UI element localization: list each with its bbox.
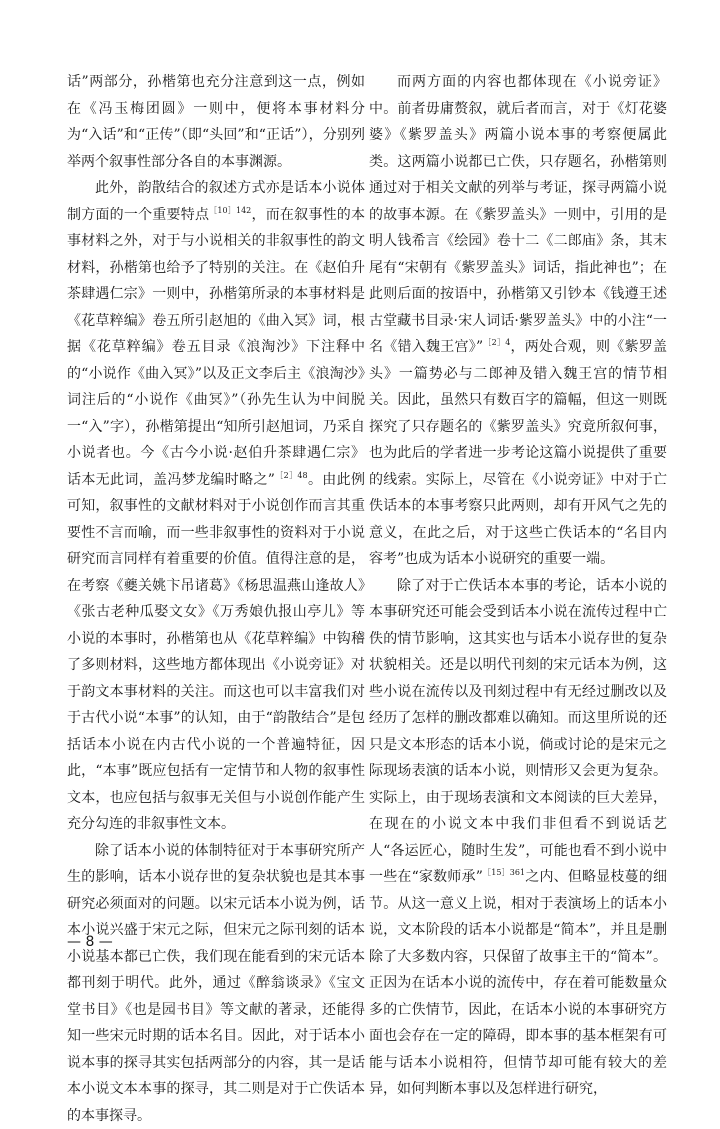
paragraph-text: 。由此例可知，叙事性的文献材料对于小说创作而言其重要性不言而喻，而一些非叙事性的资料对于小说研究而言同样有着重要的价值。值得注意的是，在考察《夔关姚卞吊诸葛》《杨思温燕山逢故人》《张古老种瓜娶文女》《万秀娘仇报山亭儿》等小说的本事时，孙楷第也从《花草粹编》中钩稽了多则材料，这些地方都体现出《小说旁证》对于韵文本事材料的关注。而这也可以丰富我们对于古代小说“本事”的认知，由于“韵散结合”是包括话本小说在内古代小说的一个普遍特征，因此，“本事”既应包括有一定情节和人物的叙事性文本，也应包括与叙事无关但与小说创作能产生充分勾连的非叙事性文本。 [67, 472, 365, 833]
paragraph-text: 话”两部分，孙楷第也充分注意到这一点，例如在《冯玉梅团圆》一则中，便将本事材料分为“入话”和“正传”（即“头回”和“正话”），分别列举两个叙事性部分各自的本事渊源。 [67, 74, 365, 170]
paragraph-text: ，而在叙事性的本事材料之外，对于与小说相关的非叙事性的韵文材料，孙楷第也给予了特别的关注。在《赵伯升茶肆遇仁宗》一则中，孙楷第所录的本事材料是《花草粹编》卷五所引赵旭的《曲入冥》词，根据《花草粹编》卷五目录《浪淘沙》下注释中的“小说作《曲入冥》”以及正文李后主《浪淘沙》词注后的“小说作《曲冥》”（孙先生认为中间脱一“入”字），孙楷第提出“知所引赵旭词，乃采自小说者也。今《古今小说·赵伯升茶肆遇仁宗》话本无此词，盖冯梦龙编时略之” [67, 207, 365, 488]
paragraph-text: 此外，韵散结合的叙述方式亦是话本小说体制方面的一个重要特点 [67, 180, 365, 223]
citation-marker: ［2］4 [483, 338, 510, 347]
paragraph-text: 之内、但略显枝蔓的细节。从这一意义上说，相对于表演场上的话本小说，文本阶段的话本小说都是“简本”，并且是删除了大多数内容，只保留了故事主干的“简本”。正因为在话本小说的流传中，存在着可能数量众多的亡佚情节，因此，在话本小说的本事研究方面也会存在一定的障碍，即本事的基本框架有可能与话本小说相符，但情节却可能有较大的差异，如何判断本事以及怎样进行研究， [369, 869, 667, 1097]
paragraph [369, 69, 667, 573]
paragraph [67, 838, 365, 1129]
paragraph [369, 573, 667, 1103]
paragraph-text: ，两处合观，则《紫罗盖头》一篇势必与二郎神及错入魏王宫的情节相关。因此，虽然只有数百字的篇幅，但这一则既探究了只存题名的《紫罗盖头》究竟所叙何事，也为此后的学者进一步考论这篇小说提供了重要的线索。实际上，尽管在《小说旁证》中对于亡佚话本的本事考察只此两则，却有开风气之先的意义，在此之后，对于这些亡佚话本的“名目内容考”也成为话本小说研究的重要一端。 [369, 339, 667, 567]
paragraph [67, 69, 365, 175]
citation-marker: ［2］48 [275, 471, 308, 480]
left-column [67, 69, 365, 1129]
page-number: — 8 — [67, 934, 113, 950]
paragraph [67, 175, 365, 838]
paragraph-text: 除了对于亡佚话本本事的考论，话本小说的本事研究还可能会受到话本小说在流传过程中亡佚的情节影响，这其实也与话本小说存世的复杂状貌相关。还是以明代刊刻的宋元话本为例，这些小说在流传以及刊刻过程中有无经过删改以及经历了怎样的删改都难以确知。而这里所说的还只是文本形态的话本小说，倘或讨论的是宋元之际现场表演的话本小说，则情形又会更为复杂。实际上，由于现场表演和文本阅读的巨大差异，在现在的小说文本中我们非但看不到说话艺人“各运匠心，随时生发”，可能也看不到小说中一些在“家数师承” [369, 578, 667, 886]
right-column [369, 69, 667, 1103]
citation-marker: ［15］361 [483, 868, 525, 877]
paragraph-text: 除了话本小说的体制特征对于本事研究所产生的影响，话本小说存世的复杂状貌也是其本事研究必须面对的问题。以宋元话本小说为例，话本小说兴盛于宋元之际，但宋元之际刊刻的话本小说基本都已亡佚，我们现在能看到的宋元话本都刊刻于明代。此外，通过《醉翁谈录》《宝文堂书目》《也是园书目》等文献的著录，还能得知一些宋元时期的话本名目。因此，对于话本小说本事的探寻其实包括两部分的内容，其一是话本小说文本本事的探寻，其二则是对于亡佚话本的本事探寻。 [67, 843, 365, 1124]
paragraph-text: 而两方面的内容也都体现在《小说旁证》中。前者毋庸赘叙，就后者而言，对于《灯花婆婆》《紫罗盖头》两篇小说本事的考察便属此类。这两篇小说都已亡佚，只存题名，孙楷第则通过对于相关文献的列举与考证，探寻两篇小说的故事本源。在《紫罗盖头》一则中，引用的是明人钱希言《绘园》卷十二《二郎庙》条，其末尾有“宋朝有《紫罗盖头》词话，指此神也”；在此则后面的按语中，孙楷第又引钞本《钱遵王述古堂藏书目录·宋人词话·紫罗盖头》中的小注“一名《错入魏王宫》” [369, 74, 667, 355]
citation-marker: ［10］142 [209, 206, 251, 215]
